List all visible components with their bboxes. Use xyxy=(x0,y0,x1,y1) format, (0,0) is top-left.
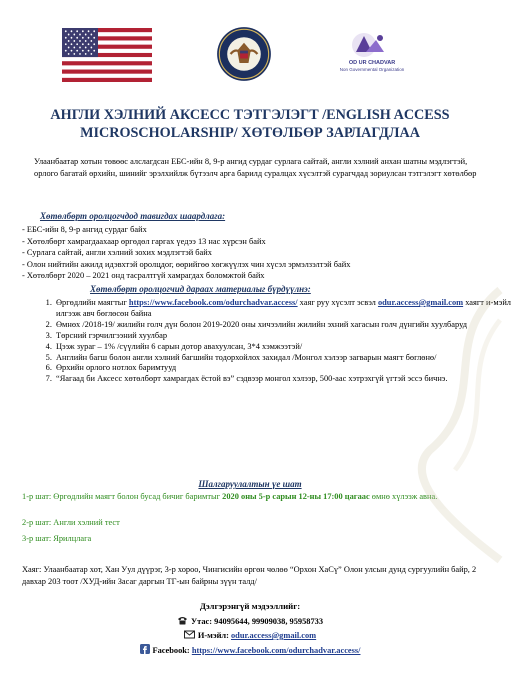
ngo-emblem-icon xyxy=(336,30,408,60)
facebook-link[interactable]: https://www.facebook.com/odurchadvar.access/ xyxy=(128,298,298,307)
list-item: 4. Цээж зураг – 1% /сүүлийн 6 сарын дотор авахуулсан, 3*4 хэмжээтэй/ xyxy=(54,342,522,353)
ngo-name: OD UR CHADVAR xyxy=(348,60,396,66)
list-item: - Хөтөлбөрт хамрагдаахаар өргөдөл гаргах үедээ 13 нас хүрсэн байх xyxy=(22,236,266,246)
contact-facebook: Facebook: https://www.facebook.com/odurchadvar.access/ xyxy=(0,644,500,656)
list-item: 7. “Яагаад би Аксесс хөтөлбөрт хамрагдах ёстой вэ” сэдвээр монгол хэлээр, 500-аас хэтрэхгүй үгтэй эссэ бичнэ. xyxy=(54,374,522,385)
documents-title: Хөтөлбөрт оролцогчид дараах материалыг бүрдүүлнэ: xyxy=(90,284,311,294)
requirements-title: Хөтөлбөрт оролцогчдод тавигдах шаардлага: xyxy=(40,211,226,221)
envelope-icon xyxy=(184,630,195,639)
intro-text: Улаанбаатар хотын төвөөс алслагдсан ЕБС-ийн 8, 9-р ангид сурдаг сурлага сайтай, англи хэлний анхан шатны мэдлэгтэй, орлого багатай өрхийн, шинийг эрэлхийлж бүтээлч арга барилд суралцах хүсэлтэй сурагчдад зориулсан тэтгэлэгт хөтөлбөр xyxy=(34,157,477,178)
list-item: 5. Английн багш болон англи хэлний багшийн тодорхойлох захидал /Монгол хэлээр загварын маягт бөглөнө/ xyxy=(54,353,522,364)
phone-icon xyxy=(177,616,188,625)
list-item: - Олон нийтийн ажилд идэвхтэй оролцдог, өөрийгөө хөгжүүлэх чин хүсэл эрмэлзэлтэй байх xyxy=(22,259,351,269)
us-flag-icon xyxy=(62,28,152,82)
embassy-seal-icon xyxy=(216,26,272,82)
list-item: 3. Төрсний гэрчилгээний хуулбар xyxy=(54,331,522,342)
stages-title: Шалгаруулалтын үе шат xyxy=(198,479,302,489)
stage-2: 2-р шат: Англи хэлний тест xyxy=(22,518,120,527)
contact-title: Дэлгэрэнгүй мэдээллийг: xyxy=(199,601,301,611)
contact-email-link[interactable]: odur.access@gmail.com xyxy=(230,631,317,640)
decorative-swirl xyxy=(400,280,500,570)
contact-facebook-link[interactable]: https://www.facebook.com/odurchadvar.access/ xyxy=(191,646,361,655)
facebook-icon xyxy=(140,644,150,654)
ngo-logo xyxy=(336,30,408,80)
list-item: - Хөтөлбөрт 2020 – 2021 онд тасралтгүй хамрагдах боломжтой байх xyxy=(22,271,265,281)
intro-paragraph xyxy=(22,156,484,179)
ngo-subtitle: Non Governmental Organization xyxy=(339,67,405,72)
address-paragraph: Хаяг: Улаанбаатар хот, Хан Уул дүүрэг, 3-р хороо, Чингисийн өргөн чөлөө “Орхон ХаСү” Олон улсын дунд сургуулийн байр, 2 давхар 203 тоот /ХУД-ийн Засаг даргын ТГ-ын байрны зүүн талд/ xyxy=(22,565,477,586)
stage-1: 1-р шат: Өргөдлийн маягт болон бусад бичиг баримтыг 2020 оны 5-р сарын 12-ны 17:00 цагаас өмнө хүлээж авна. xyxy=(22,492,438,501)
stage-3: 3-р шат: Ярилцлага xyxy=(22,534,92,543)
list-item: - ЕБС-ийн 8, 9-р ангид сурдаг байх xyxy=(22,225,147,234)
contact-email: И-мэйл: odur.access@gmail.com xyxy=(0,630,500,641)
page-title: АНГЛИ ХЭЛНИЙ АКСЕСС ТЭТГЭЛЭГТ /ENGLISH ACCESS MICROSCHOLARSHIP/ ХӨТӨЛБӨР ЗАРЛАГДЛАА xyxy=(50,107,450,141)
list-item: 1. Өргөдлийн маягтыг https://www.facebook.com/odurchadvar.access/ хаяг руу хүсэлт эсвэл odur.access@gmail.com хаягт и-мэйл илгээж авч бөглөсөн байна xyxy=(54,298,522,320)
requirements-list xyxy=(22,224,492,282)
contact-phone: Утас: 94095644, 99909038, 95958733 xyxy=(0,616,500,627)
list-item: 2. Өмнөх /2018-19/ жилийн голч дүн болон 2019-2020 оны хичээлийн жилийн эхний хагасын голч дүнгийн хуулбаруд xyxy=(54,320,522,331)
list-item: - Сурлага сайтай, англи хэлний зохих мэдлэгтэй байх xyxy=(22,248,212,258)
email-link[interactable]: odur.access@gmail.com xyxy=(377,298,464,307)
list-item: 6. Өрхийн орлого нотлох баримтууд xyxy=(54,363,522,374)
